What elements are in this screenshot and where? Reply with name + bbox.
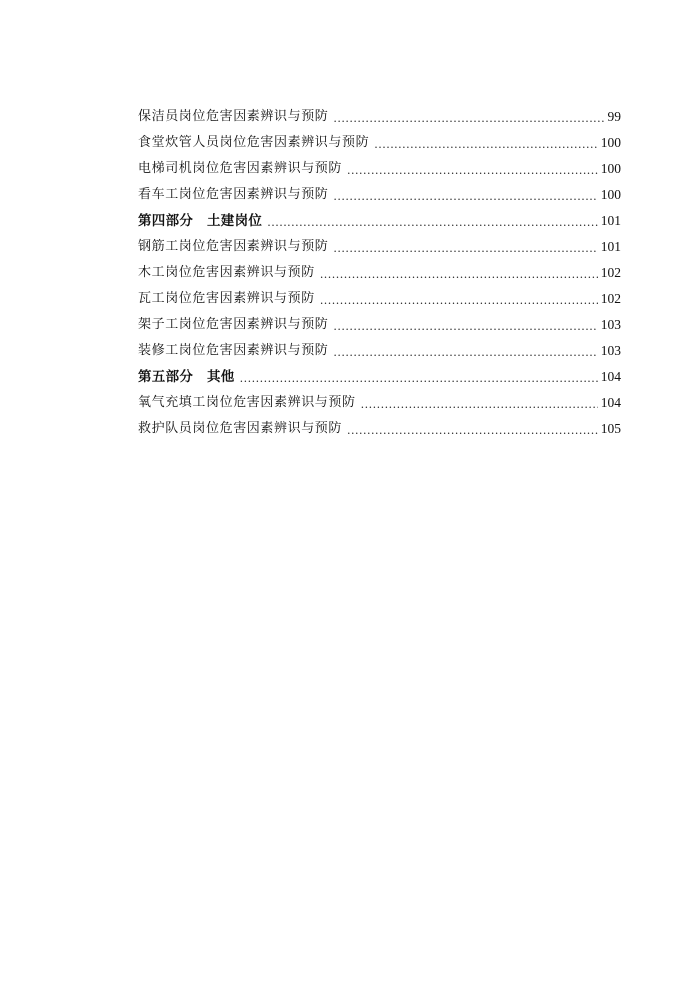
toc-entry-title: 看车工岗位危害因素辨识与预防	[138, 187, 329, 202]
toc-entry[interactable]	[138, 104, 621, 130]
toc-page-number: 99	[607, 109, 621, 124]
toc-dot-leader	[333, 108, 604, 130]
toc-entry-title: 食堂炊管人员岗位危害因素辨识与预防	[138, 135, 370, 150]
toc-entry[interactable]	[138, 338, 621, 364]
toc-dot-leader	[347, 160, 598, 182]
toc-page-number: 101	[600, 213, 621, 228]
toc-entry[interactable]	[138, 286, 621, 312]
toc-entry[interactable]	[138, 260, 621, 286]
toc-entry-title: 救护队员岗位危害因素辨识与预防	[138, 421, 343, 436]
toc-dot-leader	[333, 316, 597, 338]
toc-entry[interactable]	[138, 182, 621, 208]
toc-page-number: 100	[600, 161, 621, 176]
toc-section-heading[interactable]	[138, 208, 621, 234]
toc-entry[interactable]	[138, 234, 621, 260]
toc-page-number: 104	[600, 369, 621, 384]
toc-dot-leader	[374, 134, 598, 156]
toc-dot-leader	[347, 420, 598, 442]
toc-entry[interactable]	[138, 130, 621, 156]
toc-entry[interactable]	[138, 416, 621, 442]
toc-dot-leader	[361, 394, 598, 416]
toc-page-number: 105	[600, 421, 621, 436]
toc-section-title: 第五部分 其他	[138, 369, 235, 385]
toc-section-heading[interactable]	[138, 364, 621, 390]
toc-entry[interactable]	[138, 390, 621, 416]
toc-page-number: 100	[600, 135, 621, 150]
toc-entry-title: 架子工岗位危害因素辨识与预防	[138, 317, 329, 332]
toc-entry[interactable]	[138, 156, 621, 182]
toc-page-number: 103	[600, 343, 621, 358]
toc-page-number: 104	[600, 395, 621, 410]
toc-page-number: 100	[600, 187, 621, 202]
table-of-contents	[138, 104, 621, 442]
toc-dot-leader	[333, 186, 597, 208]
toc-dot-leader	[333, 342, 597, 364]
toc-entry-title: 氧气充填工岗位危害因素辨识与预防	[138, 395, 356, 410]
toc-entry-title: 钢筋工岗位危害因素辨识与预防	[138, 239, 329, 254]
toc-dot-leader	[267, 212, 598, 234]
toc-entry-title: 装修工岗位危害因素辨识与预防	[138, 343, 329, 358]
toc-entry-title: 瓦工岗位危害因素辨识与预防	[138, 291, 315, 306]
toc-entry-title: 电梯司机岗位危害因素辨识与预防	[138, 161, 343, 176]
toc-entry[interactable]	[138, 312, 621, 338]
toc-entry-title: 保洁员岗位危害因素辨识与预防	[138, 109, 329, 124]
toc-dot-leader	[240, 368, 598, 390]
toc-dot-leader	[333, 238, 597, 260]
toc-page-number: 102	[600, 265, 621, 280]
toc-page-number: 103	[600, 317, 621, 332]
toc-dot-leader	[320, 264, 598, 286]
toc-entry-title: 木工岗位危害因素辨识与预防	[138, 265, 315, 280]
toc-page-number: 101	[600, 239, 621, 254]
toc-section-title: 第四部分 土建岗位	[138, 213, 263, 229]
toc-page-number: 102	[600, 291, 621, 306]
toc-dot-leader	[320, 290, 598, 312]
